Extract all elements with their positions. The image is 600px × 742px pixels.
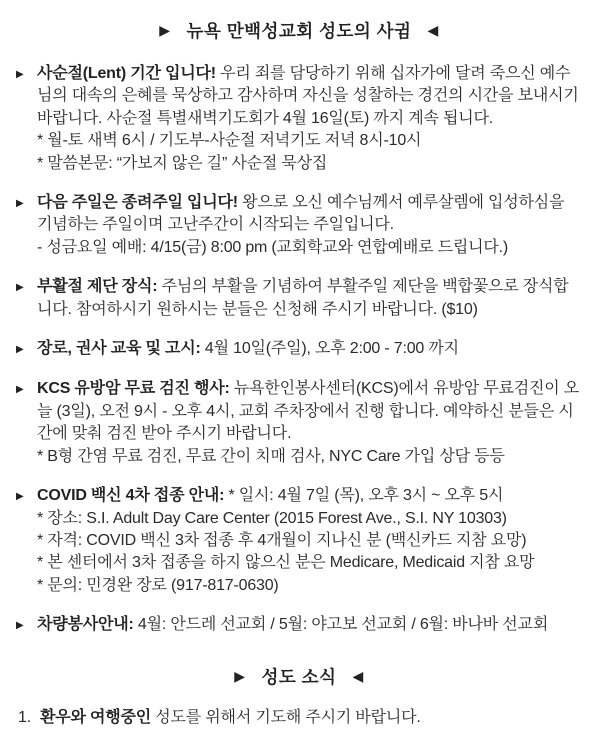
news-item-lead: 환우와 여행중인 [40, 708, 152, 726]
announcement-paragraph [37, 485, 582, 507]
bullet-triangle-icon: ▶ [16, 282, 24, 294]
announcement-lead: 차량봉사안내: [37, 616, 134, 634]
announcement-text [37, 192, 582, 259]
announcement-text [37, 614, 582, 636]
bullet-triangle-icon: ▶ [16, 344, 24, 356]
announcement-text [37, 378, 582, 468]
news-item-number: 1. [18, 708, 31, 726]
announcement-text [37, 338, 582, 360]
announcement-subitem: * 말씀본문: “가보지 않은 길” 사순절 묵상집 [37, 154, 328, 172]
news-item-body: 성도를 위해서 기도해 주시기 바랍니다. [151, 708, 421, 726]
fellowship-title-text: 뉴욕 만백성교회 성도의 사귐 [186, 21, 412, 41]
announcement-subitem: * 장소: S.I. Adult Day Care Center (2015 Forest Ave., S.I. NY 10303) [37, 509, 507, 527]
announcement-subitem: * 월-토 새벽 6시 / 기도부-사순절 저녁기도 저녁 8시-10시 [37, 132, 422, 150]
announcement-text [37, 485, 582, 597]
announcement-lead: 부활절 제단 장식: [37, 278, 158, 296]
news-title-text: 성도 소식 [261, 666, 337, 687]
announcement-body: 왕으로 오신 예수님께서 예루살렘에 입성하심을 기념하는 주일이며 고난주간이 시작되는 주일입니다. [37, 194, 565, 234]
announcement-lead: 사순절(Lent) 기간 입니다! [37, 65, 216, 82]
announcement-easter-altar [16, 276, 582, 321]
right-triangle-icon: ▶ [234, 667, 246, 684]
announcement-paragraph [37, 192, 582, 237]
left-triangle-icon: ◀ [352, 667, 364, 684]
news-item-paragraph [40, 707, 421, 729]
announcement-body: 우리 죄를 담당하기 위해 십자가에 달려 죽으신 예수님의 대속의 은혜를 묵상하고 감사하며 자신을 성찰하는 경건의 시간을 보내시기 바랍니다. 사순절 특별새벽기도회가 4월 16일(토) 까지 계속 됩니다. [37, 65, 579, 127]
announcement-text [37, 276, 582, 321]
announcement-subitem: * 문의: 민경완 장로 (917-817-0630) [37, 576, 279, 594]
fellowship-section-title [16, 18, 582, 43]
announcement-body: * 일시: 4월 7일 (목), 오후 3시 ~ 오후 5시 [224, 487, 504, 505]
left-triangle-icon: ◀ [427, 22, 439, 38]
announcement-kcs-screening [16, 378, 582, 468]
announcement-subitem: - 성금요일 예배: 4/15(금) 8:00 pm (교회학교와 연합예배로 드립니다.) [37, 238, 508, 256]
announcement-body: 4월: 안드레 선교회 / 5월: 야고보 선교회 / 6월: 바나바 선교회 [133, 616, 549, 634]
announcement-paragraph [37, 276, 582, 321]
announcement-subitem: * 자격: COVID 백신 3차 접종 후 4개월이 지나신 분 (백신카드 지참 요망) [37, 531, 527, 549]
announcement-body: 뉴욕한인봉사센터(KCS)에서 유방암 무료검진이 오늘 (3일), 오전 9시 - 오후 4시, 교회 주차장에서 진행 합니다. 예약하신 분들은 시간에 맞춰 검진 받아 주시기 바랍니다. [37, 380, 580, 443]
bullet-triangle-icon: ▶ [16, 384, 24, 396]
announcement-text [37, 63, 582, 175]
announcement-palm-sunday [16, 192, 582, 259]
right-triangle-icon: ▶ [159, 22, 171, 38]
announcement-lead: 다음 주일은 종려주일 입니다! [37, 194, 238, 212]
announcement-vehicle-service [16, 614, 582, 637]
announcement-lead: 장로, 권사 교육 및 고시: [37, 340, 201, 358]
announcement-body: 4월 10일(주일), 오후 2:00 - 7:00 까지 [200, 340, 459, 358]
announcement-elder-education [16, 338, 582, 361]
announcement-lead: KCS 유방암 무료 검진 행사: [37, 380, 230, 398]
news-section-title [16, 664, 582, 689]
announcement-lent [16, 63, 582, 175]
announcement-paragraph [37, 338, 582, 360]
announcement-paragraph [37, 378, 582, 445]
announcement-paragraph [37, 63, 582, 130]
news-item-prayer [16, 707, 582, 729]
announcement-subitem: * B형 간염 무료 검진, 무료 간이 치매 검사, NYC Care 가입 상담 등등 [37, 447, 505, 465]
announcement-body: 주님의 부활을 기념하여 부활주일 제단을 백합꽃으로 장식합니다. 참여하시기 원하시는 분들은 신청해 주시기 바랍니다. ($10) [37, 278, 569, 318]
announcement-subitem: * 본 센터에서 3차 접종을 하지 않으신 분은 Medicare, Medicaid 지참 요망 [37, 554, 535, 572]
announcement-paragraph [37, 614, 582, 636]
announcement-lead: COVID 백신 4차 접종 안내: [37, 487, 225, 505]
bullet-triangle-icon: ▶ [16, 491, 24, 503]
announcement-covid-vaccine [16, 485, 582, 597]
bullet-triangle-icon: ▶ [16, 198, 24, 210]
bullet-triangle-icon: ▶ [16, 69, 24, 80]
bullet-triangle-icon: ▶ [16, 620, 24, 632]
